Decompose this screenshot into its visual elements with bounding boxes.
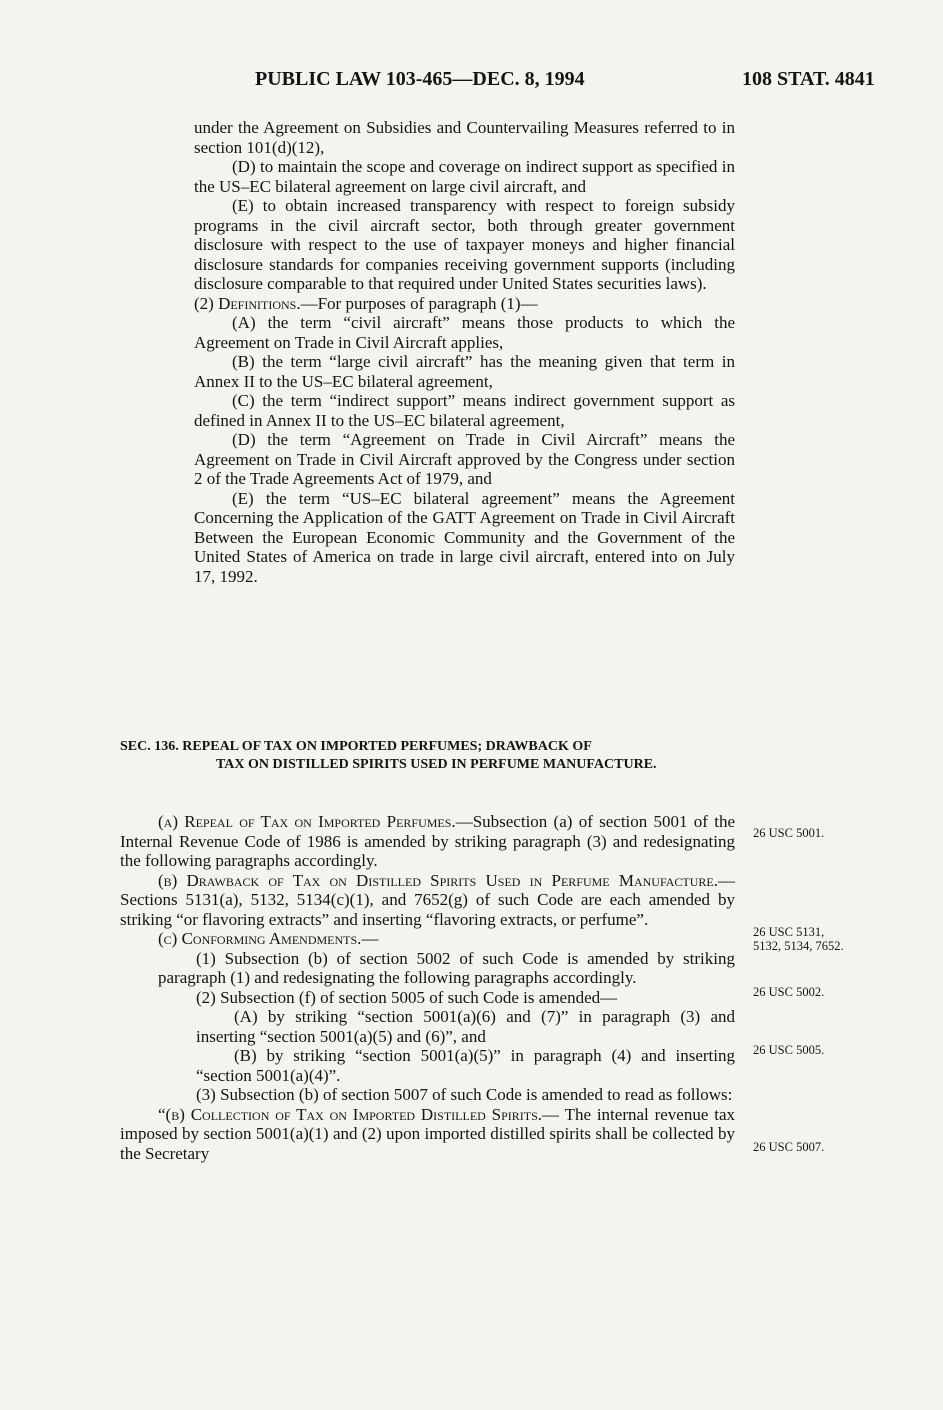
margin-note-5007: 26 USC 5007. [753, 1140, 825, 1154]
subsection-b-heading: (b) Drawback of Tax on Distilled Spirits Used in Perfume Manufacture. [158, 870, 718, 890]
margin-note-5131-line1: 26 USC 5131, [753, 925, 825, 939]
paragraph-continuation: under the Agreement on Subsidies and Countervailing Measures referred to in section 101(d)(12), [194, 118, 735, 157]
amendment-2a: (A) by striking “section 5001(a)(6) and (7)” in paragraph (3) and inserting “section 5001(a)(5) and (6)”, and [196, 1007, 735, 1046]
running-header-title: PUBLIC LAW 103-465—DEC. 8, 1994 [255, 68, 585, 90]
subsection-c-heading: (c) Conforming Amendments. [158, 929, 362, 948]
subsection-c-dash: — [361, 929, 379, 948]
running-header-page: 108 STAT. 4841 [742, 68, 875, 90]
margin-note-5002: 26 USC 5002. [753, 985, 825, 999]
quoted-subsection-text: — The internal revenue tax imposed by section 5001(a)(1) and (2) upon imported distilled spirits shall be collected by the Secretary [120, 1104, 735, 1163]
definition-a: (A) the term “civil aircraft” means those products to which the Agreement on Trade in Civil Aircraft applies, [194, 313, 735, 352]
paragraph-d: (D) to maintain the scope and coverage on indirect support as specified in the US–EC bilateral agreement on large civil aircraft, and [194, 157, 735, 196]
subsection-a-text: —Subsection (a) of section 5001 of the Internal Revenue Code of 1986 is amended by striking paragraph (3) and redesignating the following paragraphs accordingly. [120, 812, 736, 870]
subsection-a-heading: (a) Repeal of Tax on Imported Perfumes. [158, 812, 456, 831]
quoted-subsection-heading: “(b) Collection of Tax on Imported Distilled Spirits. [158, 1104, 543, 1124]
subsection-b-text: —Sections 5131(a), 5132, 5134(c)(1), and 7652(g) of such Code are each amended by striking “or flavoring extracts” and inserting “flavoring extracts, or perfume”. [120, 870, 735, 929]
definition-b: (B) the term “large civil aircraft” has the meaning given that term in Annex II to the US–EC bilateral agreement, [194, 352, 735, 391]
definitions-title: (2) Definitions. [194, 293, 301, 313]
definitions-intro: —For purposes of paragraph (1)— [300, 293, 538, 313]
section-heading-line2: TAX ON DISTILLED SPIRITS USED IN PERFUME MANUFACTURE. [216, 757, 657, 772]
amendment-2: (2) Subsection (f) of section 5005 of such Code is amended— [196, 987, 618, 1007]
section-heading-line1: SEC. 136. REPEAL OF TAX ON IMPORTED PERFUMES; DRAWBACK OF [120, 739, 592, 754]
margin-note-5005: 26 USC 5005. [753, 1043, 825, 1057]
subsection-a [120, 812, 735, 871]
amendment-2b: (B) by striking “section 5001(a)(5)” in paragraph (4) and inserting “section 5001(a)(4)”. [196, 1046, 735, 1085]
definition-c: (C) the term “indirect support” means indirect government support as defined in Annex II to the US–EC bilateral agreement, [194, 391, 735, 430]
subsection-b [120, 871, 735, 930]
definition-e: (E) the term “US–EC bilateral agreement” means the Agreement Concerning the Application of the GATT Agreement on Trade in Civil Aircraft Between the European Economic Community and the Government of the United States of America on trade in large civil aircraft, entered into on July 17, 1992. [194, 488, 735, 586]
amendment-3: (3) Subsection (b) of section 5007 of such Code is amended to read as follows: [196, 1085, 733, 1104]
paragraph-e: (E) to obtain increased transparency with respect to foreign subsidy programs in the civil aircraft sector, both through greater government disclosure with respect to the use of taxpayer moneys and higher financial disclosure standards for companies receiving government supports (including disclosure comparable to that required under United States securities laws). [194, 196, 735, 293]
body-top [194, 118, 735, 586]
amendment-1: (1) Subsection (b) of section 5002 of such Code is amended by striking paragraph (1) and redesignating the following paragraphs accordingly. [158, 948, 735, 987]
body-section-136 [120, 812, 735, 1163]
quoted-subsection-b [120, 1105, 735, 1164]
margin-note-5001: 26 USC 5001. [753, 826, 825, 840]
section-heading [120, 738, 735, 774]
definitions-heading [194, 294, 735, 314]
margin-note-5131-line2: 5132, 5134, 7652. [753, 939, 844, 953]
subsection-c [120, 929, 735, 949]
definition-d: (D) the term “Agreement on Trade in Civil Aircraft” means the Agreement on Trade in Civil Aircraft approved by the Congress under section 2 of the Trade Agreements Act of 1979, and [194, 430, 735, 488]
